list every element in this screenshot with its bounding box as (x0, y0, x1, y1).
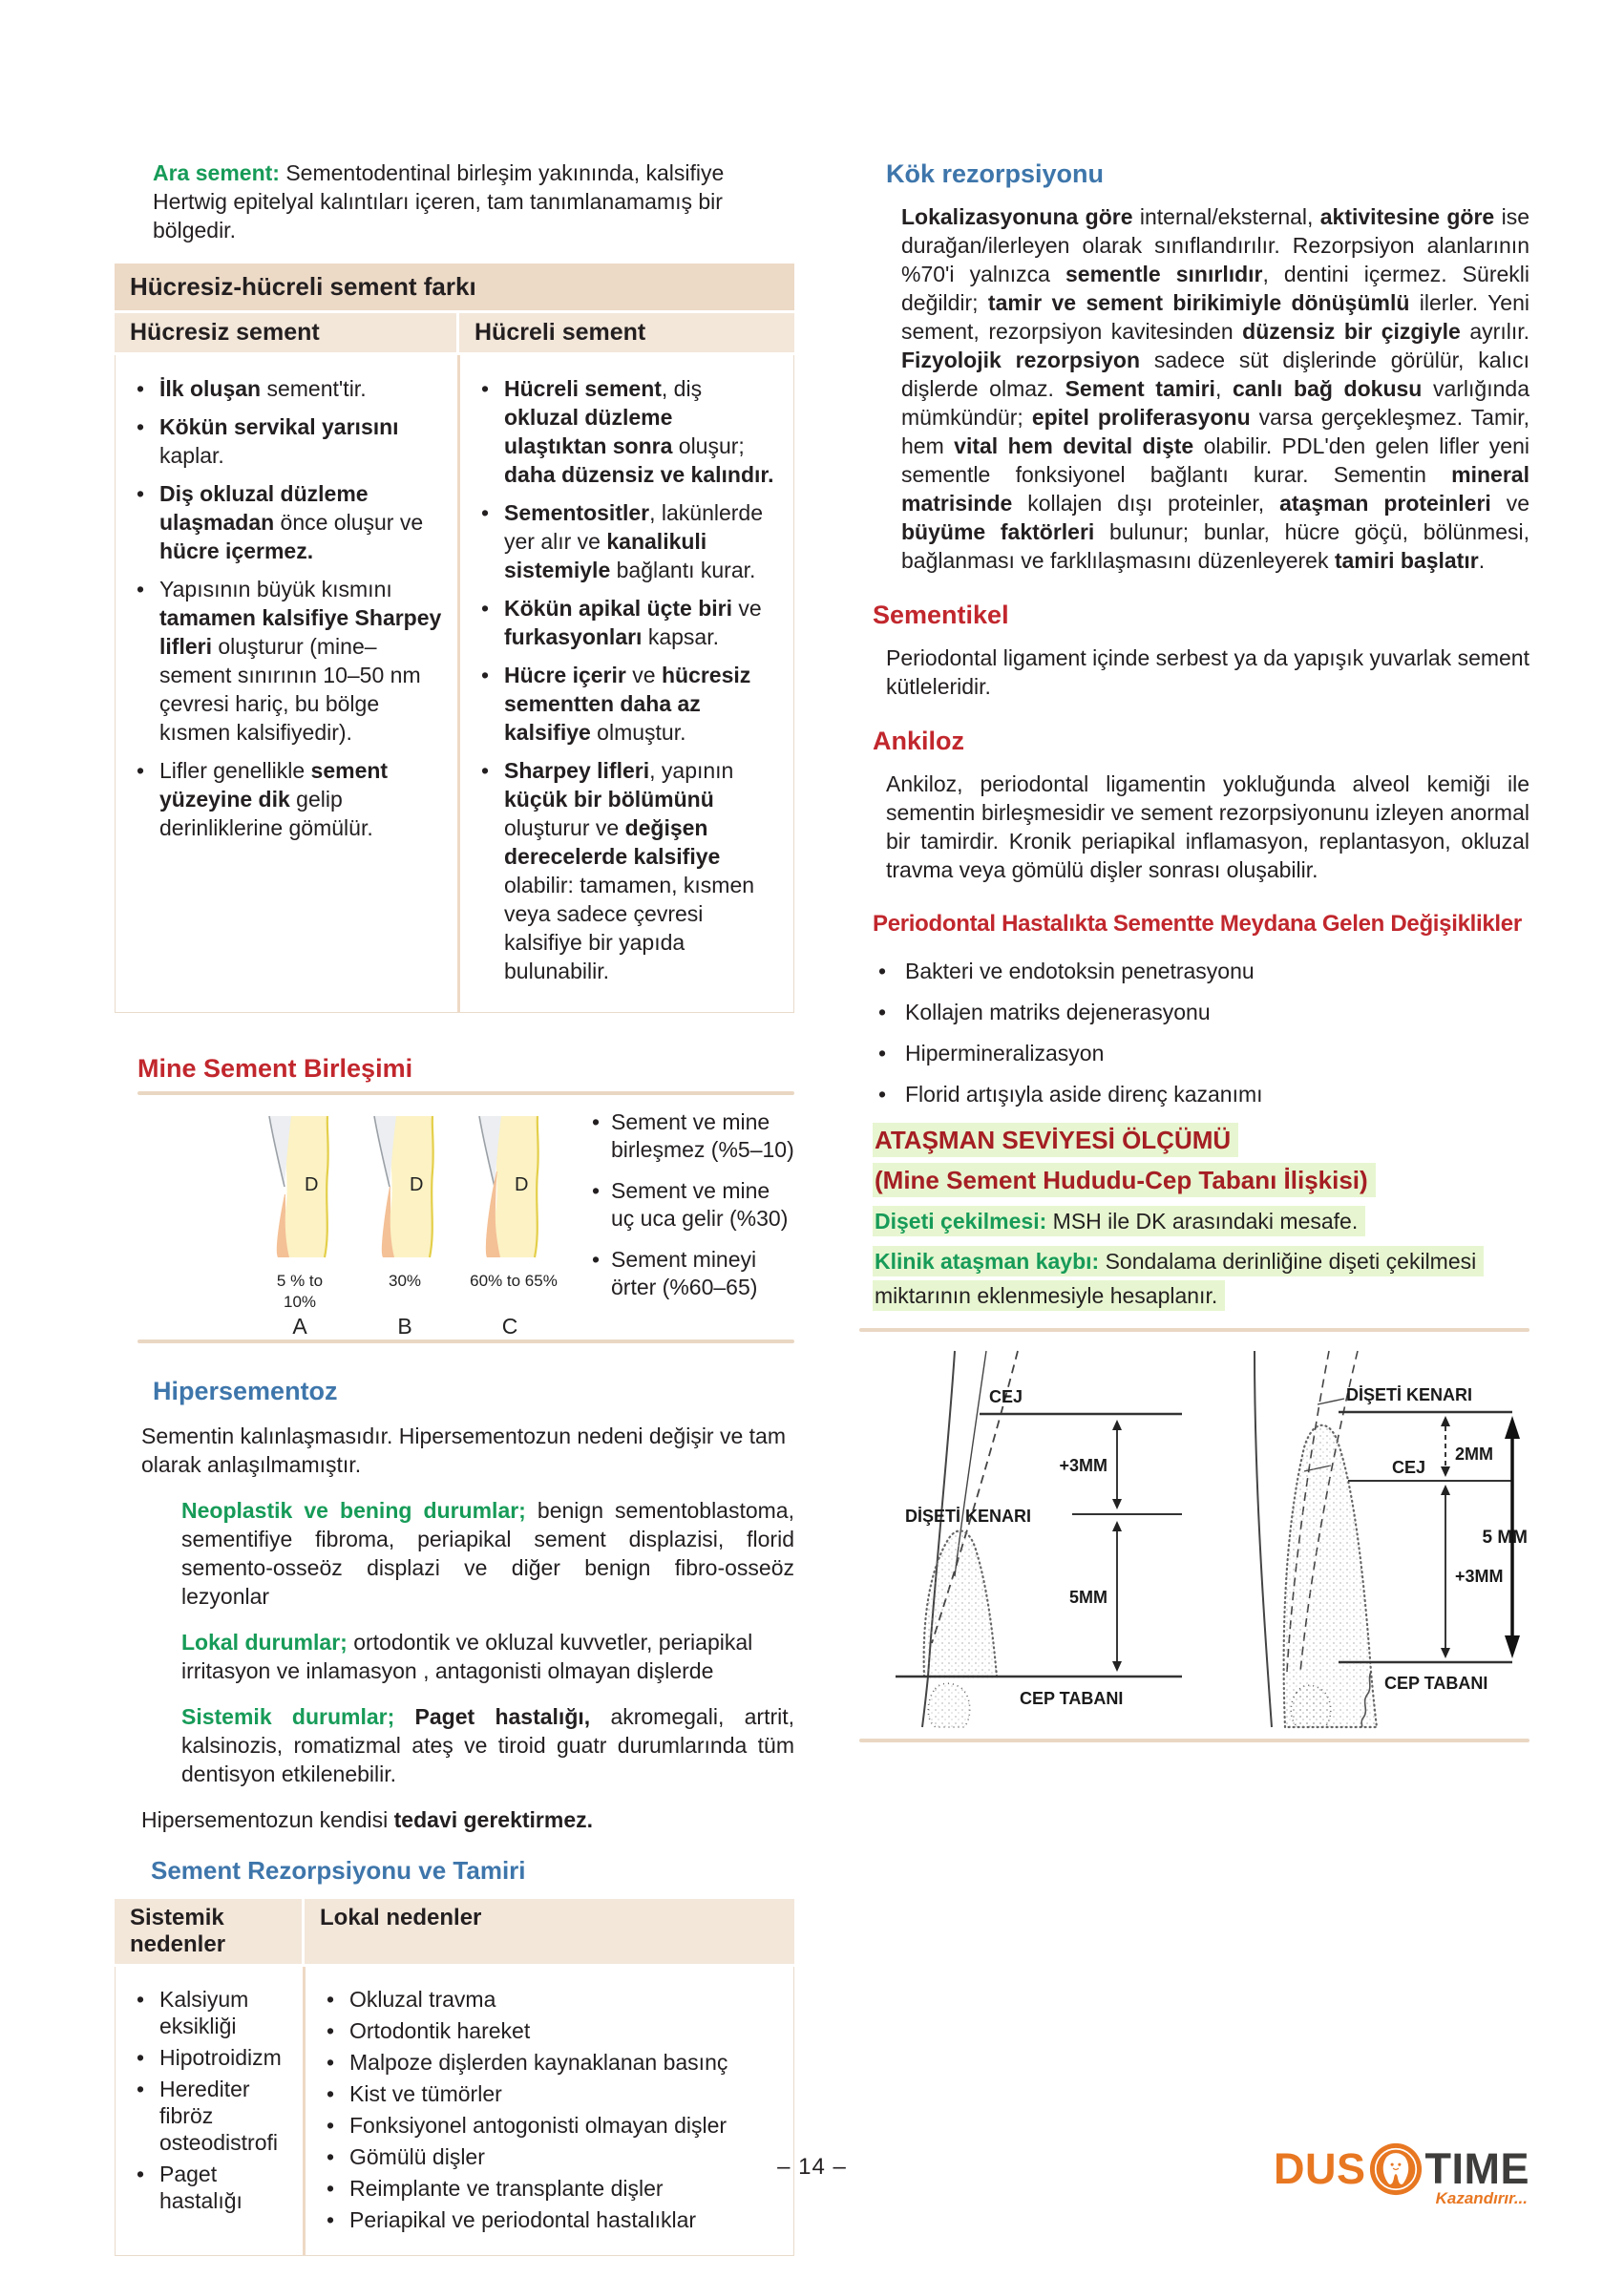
attachment-diagram-normal (867, 1347, 1182, 1729)
ara-sement-paragraph: Ara sement: Sementodentinal birleşim yakınında, kalsifiye Hertwig epitelyal kalıntıları içeren, tam tanımlanamamış bir bölgedir. (153, 160, 725, 243)
list-item: • Diş okluzal düzleme ulaşmadan önce oluşur ve hücre içermez. (125, 479, 444, 565)
table2-title: Sement Rezorpsiyonu ve Tamiri (151, 1856, 526, 1885)
column-header-cellular: Hücreli sement (459, 313, 794, 352)
list-item: • Kalsiyum eksikliği (125, 1986, 289, 2039)
list-item: • Bakteri ve endotoksin penetrasyonu (859, 957, 1529, 985)
svg-text:D: D (410, 1174, 424, 1195)
list-item: • Reimplante ve transplante dişler (315, 2175, 780, 2202)
logo-time-text: TIME (1424, 2144, 1529, 2193)
list-item: • Hücreli sement, diş okluzal düzleme ulaştıktan sonra oluşur; daha düzensiz ve kalındır. (470, 374, 780, 489)
svg-text:D: D (305, 1174, 319, 1195)
tooth-a (269, 1116, 328, 1334)
kok-rezorpsiyonu-paragraph: Lokalizasyonuna göre internal/eksternal, aktivitesine göre ise durağan/ilerleyen olarak sınıflandırılır. Rezorpsiyon alanlarının %70'i yalnızca sementle sınırlıdır, dentini içermez. Sürekli değildir; tamir ve sement birikimiyle dönüşümlü ilerler. Yeni sement, rezorpsiyon kavitesinden düzensiz bir çizgiyle ayrılır. Fizyolojik rezorpsiyon sadece süt dişlerinde görülür, kalıcı dişlerde olmaz. Sement tamiri, canlı bağ dokusu varlığında mümkündür; epitel proliferasyonu varsa gerçekleşmez. Tamir, hem vital hem devital dişte olabilir. PDL'den gelen lifler yeni sementle fonksiyonel bağlantı kurar. Sementin mineral matrisinde kollajen dışı proteinler, ataşman proteinleri ve büyüme faktörleri bulunur; bunlar, hücre göçü, bölünmesi, bağlanması ve farklılaşmasını düzenleyerek tamiri başlatır. (901, 204, 1530, 573)
list-item: • Yapısının büyük kısmını tamamen kalsifiye Sharpey lifleri oluşturur (mine–sement sınırının 10–50 nm çevresi hariç, bu bölge kısmen kalsifiyedir). (125, 575, 444, 747)
svg-text:30%: 30% (388, 1272, 422, 1290)
legend-item: • Sement ve mine birleşmez (%5–10) (586, 1108, 794, 1164)
hiper-paragraph: Hipersementozun kendisi tedavi gerektirmez. (141, 1807, 594, 1832)
list-item: • İlk oluşan sement'tir. (125, 374, 444, 403)
gingival-recession-definition: Dişeti çekilmesi: MSH ile DK arasındaki mesafe. (873, 1204, 1529, 1238)
svg-text:5 MM: 5 MM (1482, 1528, 1528, 1548)
list-item: • Fonksiyonel antogonisti olmayan dişler (315, 2112, 780, 2139)
logo-tagline: Kazandırır... (1435, 2189, 1528, 2207)
attachment-title-line1: ATAŞMAN SEVİYESİ ÖLÇÜMÜ (873, 1124, 1529, 1156)
column-header-acellular: Hücresiz sement (115, 313, 456, 352)
cement-difference-table (115, 264, 794, 1013)
list-item: • Sharpey lifleri, yapının küçük bir bölümünü oluşturur ve değişen derecelerde kalsifiye olabilir: tamamen, kısmen veya sadece çevresi kalsifiye bir yapıda bulunabilir. (470, 756, 780, 985)
svg-text:10%: 10% (283, 1293, 317, 1311)
list-item: • Ortodontik hareket (315, 2017, 780, 2044)
list-item: • Gömülü dişler (315, 2143, 780, 2170)
svg-text:CEJ: CEJ (989, 1387, 1023, 1406)
enamel-cement-junction-figure (254, 1107, 794, 1334)
table-header-row (115, 313, 794, 352)
list-item: • Paget hastalığı (125, 2161, 289, 2214)
list-item: • Lifler genellikle sement yüzeyine dik gelip derinliklerine gömülür. (125, 756, 444, 842)
svg-text:B: B (397, 1314, 412, 1334)
list-item: • Malpoze dişlerden kaynaklanan basınç (315, 2049, 780, 2076)
list-item: • Hipermineralizasyon (859, 1039, 1529, 1067)
svg-text:DİŞETİ KENARI: DİŞETİ KENARI (1346, 1385, 1473, 1404)
logo-dus-text: DUS (1273, 2144, 1366, 2193)
resorption-causes-table (115, 1899, 794, 2256)
divider-rule (137, 1091, 794, 1095)
attachment-level-block (873, 1124, 1529, 1313)
tooth-c (470, 1116, 558, 1334)
list-item: • Kökün servikal yarısını kaplar. (125, 412, 444, 470)
acellular-cement-list (116, 355, 457, 1012)
svg-text:A: A (292, 1314, 307, 1334)
svg-text:60% to 65%: 60% to 65% (470, 1272, 558, 1290)
svg-text:5MM: 5MM (1069, 1588, 1107, 1607)
table-body (115, 1967, 794, 2256)
list-item: • Sementositler, lakünlerde yer alır ve kanalikuli sistemiyle bağlantı kurar. (470, 498, 780, 584)
list-item: • Florid artışıyla aside direnç kazanımı (859, 1080, 1529, 1108)
page-number: – 14 – (777, 2154, 847, 2180)
list-item: • Kollajen matriks dejenerasyonu (859, 998, 1529, 1026)
list-item: • Periapikal ve periodontal hastalıklar (315, 2206, 780, 2233)
attachment-level-figure (867, 1347, 1529, 1729)
cellular-cement-list (457, 355, 793, 1012)
divider-rule (137, 1339, 794, 1343)
column-header-systemic: Sistemik nedenler (115, 1899, 302, 1964)
left-column (115, 158, 794, 2256)
list-item: • Hücre içerir ve hücresiz sementten daha az kalsifiye olmuştur. (470, 661, 780, 747)
list-item: • Okluzal travma (315, 1986, 780, 2013)
table-body (115, 355, 794, 1013)
tooth-icon (1368, 2141, 1424, 2197)
hiper-paragraph: Neoplastik ve bening durumlar; benign sementoblastoma, sementifiye fibroma, periapikal sement displazisi, florid semento-osseöz displazi ve diğer benign fibro-osseöz lezyonlar (181, 1498, 794, 1609)
svg-text:+3MM: +3MM (1455, 1567, 1504, 1586)
column-header-local: Lokal nedenler (305, 1899, 794, 1964)
periodontal-changes-title: Periodontal Hastalıkta Sementte Meydana Gelen Değişiklikler (873, 911, 1522, 937)
svg-text:CEP TABANI: CEP TABANI (1020, 1689, 1124, 1708)
list-item: • Kökün apikal üçte biri ve furkasyonları kapsar. (470, 594, 780, 651)
dustime-logo (1273, 2139, 1529, 2207)
svg-text:DİŞETİ KENARI: DİŞETİ KENARI (905, 1507, 1032, 1526)
list-item: • Herediter fibröz osteodistrofi (125, 2076, 289, 2156)
hiper-paragraph: Sementin kalınlaşmasıdır. Hipersementozun nedeni değişir ve tam olarak anlaşılmamıştır. (141, 1424, 787, 1477)
ankiloz-paragraph: Ankiloz, periodontal ligamentin yokluğunda alveol kemiği ile sementin birleşmesidir ve sement rezorpsiyonunu izleyen anormal bir tamirdir. Kronik periapikal inflamasyon, replantasyon, okluzal travma veya gömülü dişler sonrası oluşabilir. (886, 771, 1529, 882)
ankiloz-title: Ankiloz (873, 727, 965, 755)
svg-text:CEP TABANI: CEP TABANI (1384, 1674, 1488, 1693)
hiper-paragraph: Sistemik durumlar; Paget hastalığı, akromegali, artrit, kalsinozis, romatizmal ateş ve tiroid guatr durumlarında tüm dentisyon etkilenebilir. (181, 1704, 795, 1786)
list-item: • Kist ve tümörler (315, 2080, 780, 2107)
attachment-diagram-pocket (1205, 1347, 1529, 1729)
divider-rule (859, 1328, 1529, 1332)
fig1-legend (586, 1108, 794, 1315)
tooth-b (374, 1116, 433, 1334)
svg-text:CEJ: CEJ (1392, 1458, 1426, 1477)
sementikel-paragraph: Periodontal ligament içinde serbest ya da yapışık yuvarlak sement kütleleridir. (886, 645, 1529, 699)
table-title: Hücresiz-hücreli sement farkı (115, 264, 794, 310)
legend-item: • Sement mineyi örter (%60–65) (586, 1246, 794, 1301)
local-causes-list (303, 1967, 793, 2255)
systemic-causes-list (116, 1967, 303, 2255)
svg-text:2MM: 2MM (1455, 1445, 1493, 1464)
svg-text:5 % to: 5 % to (276, 1272, 324, 1290)
periodontal-changes-list (859, 957, 1529, 1108)
legend-item: • Sement ve mine uç uca gelir (%30) (586, 1177, 794, 1233)
right-column (859, 158, 1529, 1742)
tooth-junction-diagram (254, 1107, 569, 1334)
kok-rezorpsiyonu-title: Kök rezorpsiyonu (886, 159, 1105, 188)
hiper-paragraph: Lokal durumlar; ortodontik ve okluzal kuvvetler, periapikal irritasyon ve inlamasyon , antagonisti olmayan dişlerde (181, 1630, 753, 1683)
clinical-attachment-loss-definition: Klinik ataşman kaybı: Sondalama derinliğine dişeti çekilmesi miktarının eklenmesiyle hesaplanır. (873, 1244, 1529, 1313)
hipersementoz-title: Hipersementoz (153, 1377, 338, 1405)
fig1-title: Mine Sement Birleşimi (137, 1054, 413, 1083)
svg-text:D: D (515, 1174, 529, 1195)
sementikel-title: Sementikel (873, 601, 1009, 629)
table-header-row (115, 1899, 794, 1964)
list-item: • Hipotroidizm (125, 2044, 289, 2071)
divider-rule (859, 1739, 1529, 1742)
svg-text:C: C (501, 1314, 518, 1334)
svg-text:+3MM: +3MM (1059, 1456, 1107, 1475)
attachment-title-line2: (Mine Sement Hududu-Cep Tabanı İlişkisi) (873, 1164, 1529, 1196)
